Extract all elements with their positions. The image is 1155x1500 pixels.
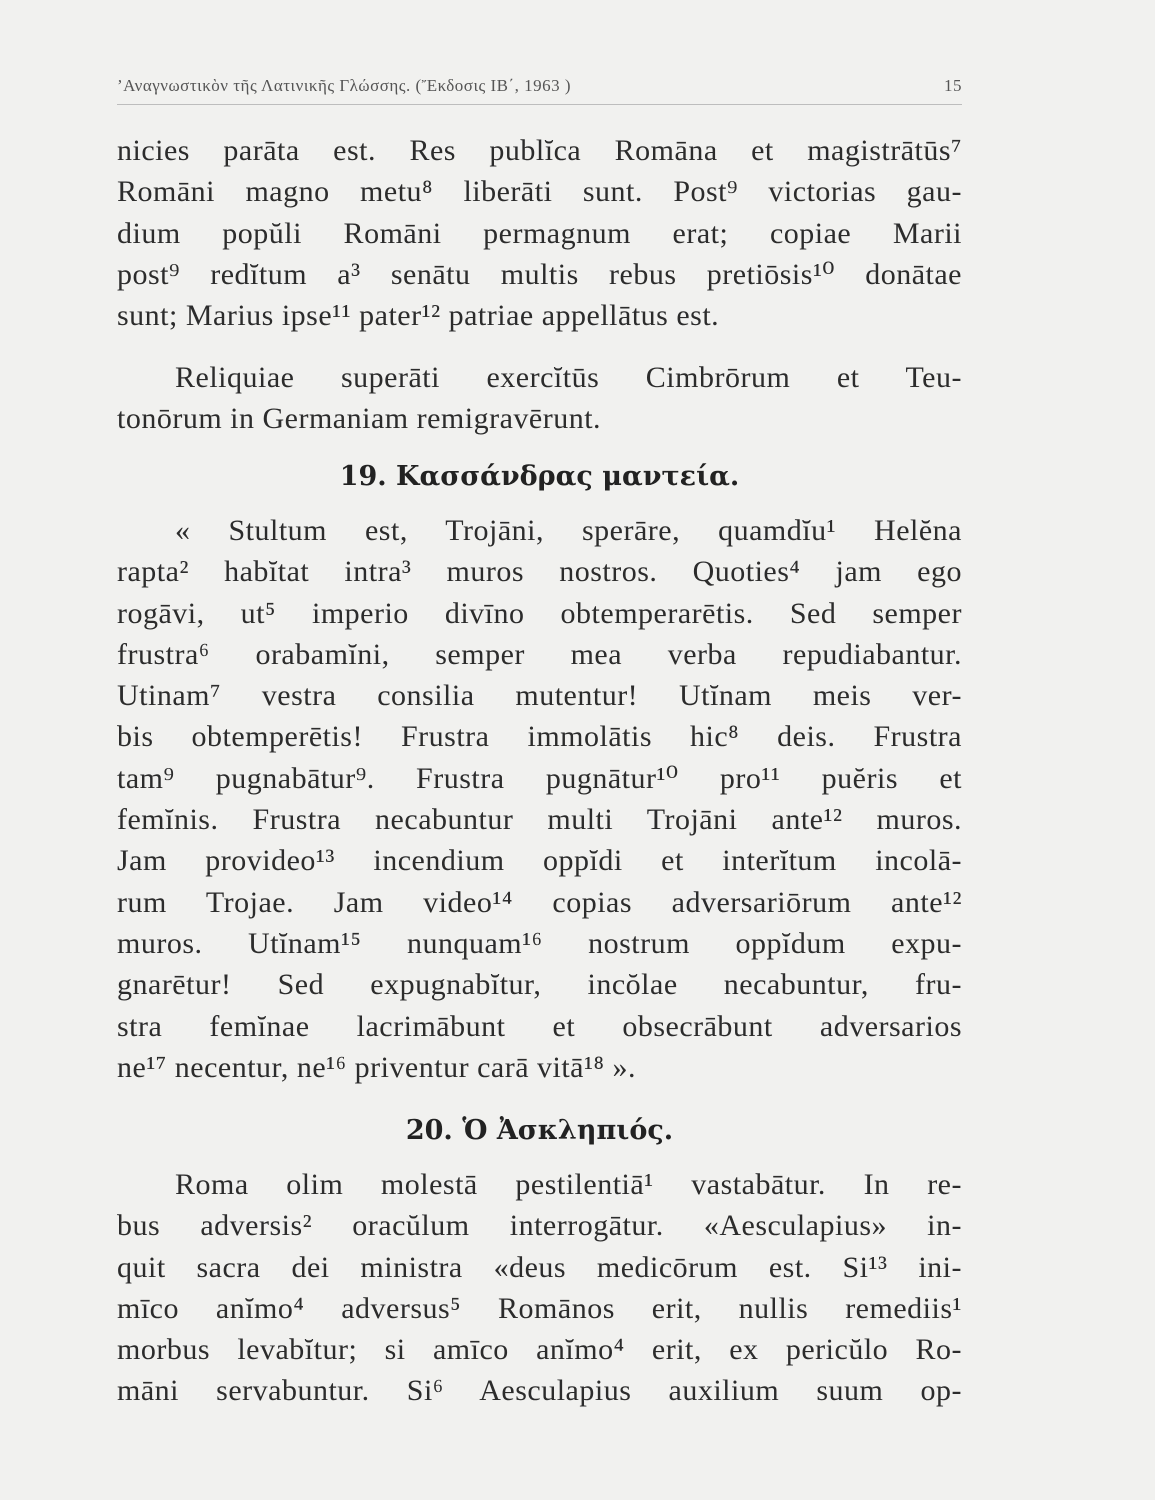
text-line: mīco anĭmo⁴ adversus⁵ Romānos erit, nullis remediis¹ (117, 1291, 962, 1325)
text-line: Romāni magno metu⁸ liberāti sunt. Post⁹ victorias gau- (117, 175, 962, 209)
header-rule (117, 104, 962, 105)
text-line: Roma olim molestā pestilentiā¹ vastabātur. In re- (175, 1168, 962, 1201)
text-line: nicies parāta est. Res publĭca Romāna et magistrātūs⁷ (117, 134, 962, 167)
text-line: bis obtemperētis! Frustra immolātis hic⁸ deis. Frustra (117, 720, 962, 754)
text-line: rapta² habĭtat intra³ muros nostros. Quoties⁴ jam ego (117, 555, 962, 589)
text-line: sunt; Marius ipse¹¹ pater¹² patriae appellātus est. (117, 299, 720, 333)
page-number: 15 (944, 76, 962, 95)
text-line: Utinam⁷ vestra consilia mutentur! Utĭnam meis ver- (117, 679, 962, 713)
text-line: tam⁹ pugnabātur⁹. Frustra pugnātur¹⁰ pro¹¹ puĕris et (117, 761, 962, 795)
text-line: femĭnis. Frustra necabuntur multi Trojāni ante¹² muros. (117, 803, 962, 837)
section-20-text (117, 1164, 962, 1412)
text-line: tonōrum in Germaniam remigravērunt. (117, 402, 602, 436)
text-line: rogāvi, ut⁵ imperio divīno obtemperarētis. Sed semper (117, 596, 962, 630)
intro-paragraph-2 (117, 357, 962, 440)
text-line: bus adversis² oracŭlum interrogātur. «Aesculapius» in- (117, 1209, 962, 1243)
text-line: gnarētur! Sed expugnabĭtur, incŏlae necabuntur, fru- (117, 968, 962, 1002)
text-line: rum Trojae. Jam video¹⁴ copias adversariōrum ante¹² (117, 885, 962, 919)
text-line: morbus levabĭtur; si amīco anĭmo⁴ erit, ex pericŭlo Ro- (117, 1333, 962, 1367)
text-line: ne¹⁷ necentur, ne¹⁶ priventur carā vitā¹⁸ ». (117, 1050, 636, 1084)
running-header (117, 76, 962, 96)
text-line: Reliquiae superāti exercĭtūs Cimbrōrum et Teu- (175, 361, 962, 394)
section-19-text (117, 510, 962, 1088)
section-19-title: 19. Κασσάνδρας μαντεία. (339, 461, 740, 492)
section-20-title: 20. Ὁ Ἀσκληπιός. (405, 1115, 674, 1146)
text-line: post⁹ redĭtum a³ senātu multis rebus pretiōsis¹⁰ donātae (117, 257, 962, 291)
text-line: muros. Utĭnam¹⁵ nunquam¹⁶ nostrum oppĭdum expu- (117, 926, 962, 960)
text-line: dium popŭli Romāni permagnum erat; copiae Marii (117, 216, 962, 250)
running-title: ’Αναγνωστικὸν τῆς Λατινικῆς Γλώσσης. (Ἔκδοσις ΙΒ΄, 1963 ) (117, 76, 572, 95)
text-line: quit sacra dei ministra «deus medicōrum est. Si¹³ ini- (117, 1250, 962, 1284)
intro-paragraph-1 (117, 130, 962, 336)
text-line: Jam provideo¹³ incendium oppĭdi et interĭtum incolā- (117, 844, 962, 878)
text-line: « Stultum est, Trojāni, sperāre, quamdĭu¹ Helĕna (175, 514, 962, 547)
text-line: stra femĭnae lacrimābunt et obsecrābunt adversarios (117, 1009, 962, 1043)
text-line: māni servabuntur. Si⁶ Aesculapius auxilium suum op- (117, 1374, 962, 1408)
text-line: frustra⁶ orabamĭni, semper mea verba repudiabantur. (117, 637, 962, 671)
